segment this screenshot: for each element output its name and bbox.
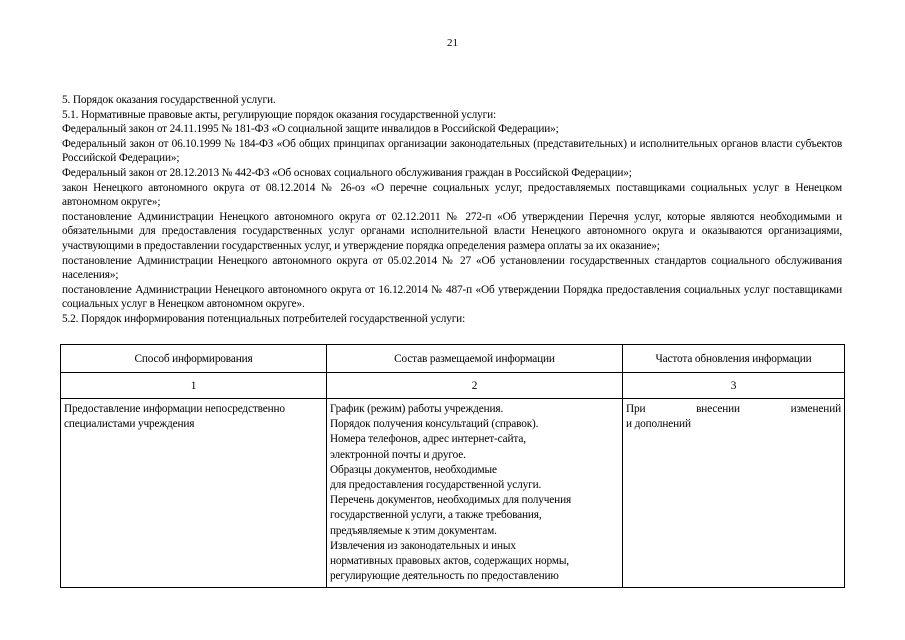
frequency-word: При (626, 403, 646, 415)
header-frequency: Частота обновления информации (623, 345, 845, 373)
paragraph: 5.1. Нормативные правовые акты, регулирующие порядок оказания государственной услуги: (62, 108, 497, 121)
paragraph: постановление Администрации Ненецкого автономного округа от 16.12.2014 № 487-п «Об утверждении Порядка предоставления социальных услуг поставщиками социальных услуг в Ненецком автономном округе». (62, 283, 842, 311)
content-line: электронной почты и другое. (330, 448, 466, 461)
content-line: регулирующие деятельность по предоставлению (330, 570, 559, 583)
content-line: Образцы документов, необходимые (330, 463, 497, 476)
paragraph: постановление Администрации Ненецкого автономного округа от 02.12.2011 № 272-п «Об утверждении Перечня услуг, которые являются необходимыми и обязательными для предоставления государственных услуг органами исполнительной власти Ненецкого автономного округа и оказываются организациями, участвующими в предоставлении государственных услуг, и утверждение порядка определения размера оплаты за их оказание»; (62, 210, 842, 252)
cell-frequency (623, 399, 845, 588)
cell-content (327, 399, 623, 588)
table-row (61, 399, 845, 588)
page-number: 21 (447, 37, 458, 49)
paragraph: 5.2. Порядок информирования потенциальных потребителей государственной услуги: (62, 312, 466, 325)
content-line: нормативных правовых актов, содержащих нормы, (330, 555, 569, 568)
column-number: 1 (61, 373, 327, 399)
column-number: 2 (327, 373, 623, 399)
content-line: для предоставления государственной услуги. (330, 479, 542, 492)
column-number: 3 (623, 373, 845, 399)
paragraph: закон Ненецкого автономного округа от 08.12.2014 № 26-оз «О перечне социальных услуг, предоставляемых поставщиками социальных услуг в Ненецком автономном округе»; (62, 181, 842, 209)
content-line: государственной услуги, а также требования, (330, 509, 542, 522)
frequency-first-line (626, 402, 841, 417)
frequency-word: изменений (790, 403, 841, 415)
paragraph: 5. Порядок оказания государственной услуги. (62, 94, 276, 106)
content-line: Перечень документов, необходимых для получения (330, 494, 572, 507)
content-line: Извлечения из законодательных и иных (330, 539, 516, 552)
paragraph: Федеральный закон от 28.12.2013 № 442-ФЗ «Об основах социального обслуживания граждан в Российской Федерации»; (62, 166, 632, 179)
content-line: предъявляемые к этим документам. (330, 524, 497, 537)
information-table (60, 344, 845, 588)
paragraph: Федеральный закон от 06.10.1999 № 184-ФЗ «Об общих принципах организации законодательных (представительных) и исполнительных органов власти субъектов Российской Федерации»; (62, 137, 842, 165)
content-line: График (режим) работы учреждения. (330, 403, 504, 415)
content-line: Номера телефонов, адрес интернет-сайта, (330, 433, 526, 446)
header-method: Способ информирования (61, 345, 327, 373)
table-number-row (61, 373, 845, 399)
frequency-second-line: и дополнений (626, 418, 691, 431)
content-line: Порядок получения консультаций (справок). (330, 418, 539, 431)
header-content: Состав размещаемой информации (327, 345, 623, 373)
document-body (62, 93, 842, 327)
paragraph: Федеральный закон от 24.11.1995 № 181-ФЗ «О социальной защите инвалидов в Российской Федерации»; (62, 123, 559, 136)
frequency-word: внесении (696, 403, 740, 415)
paragraph: постановление Администрации Ненецкого автономного округа от 05.02.2014 № 27 «Об установлении государственных стандартов социального обслуживания населения»; (62, 254, 842, 282)
table-header-row (61, 345, 845, 373)
cell-method: Предоставление информации непосредственно специалистами учреждения (61, 399, 327, 588)
